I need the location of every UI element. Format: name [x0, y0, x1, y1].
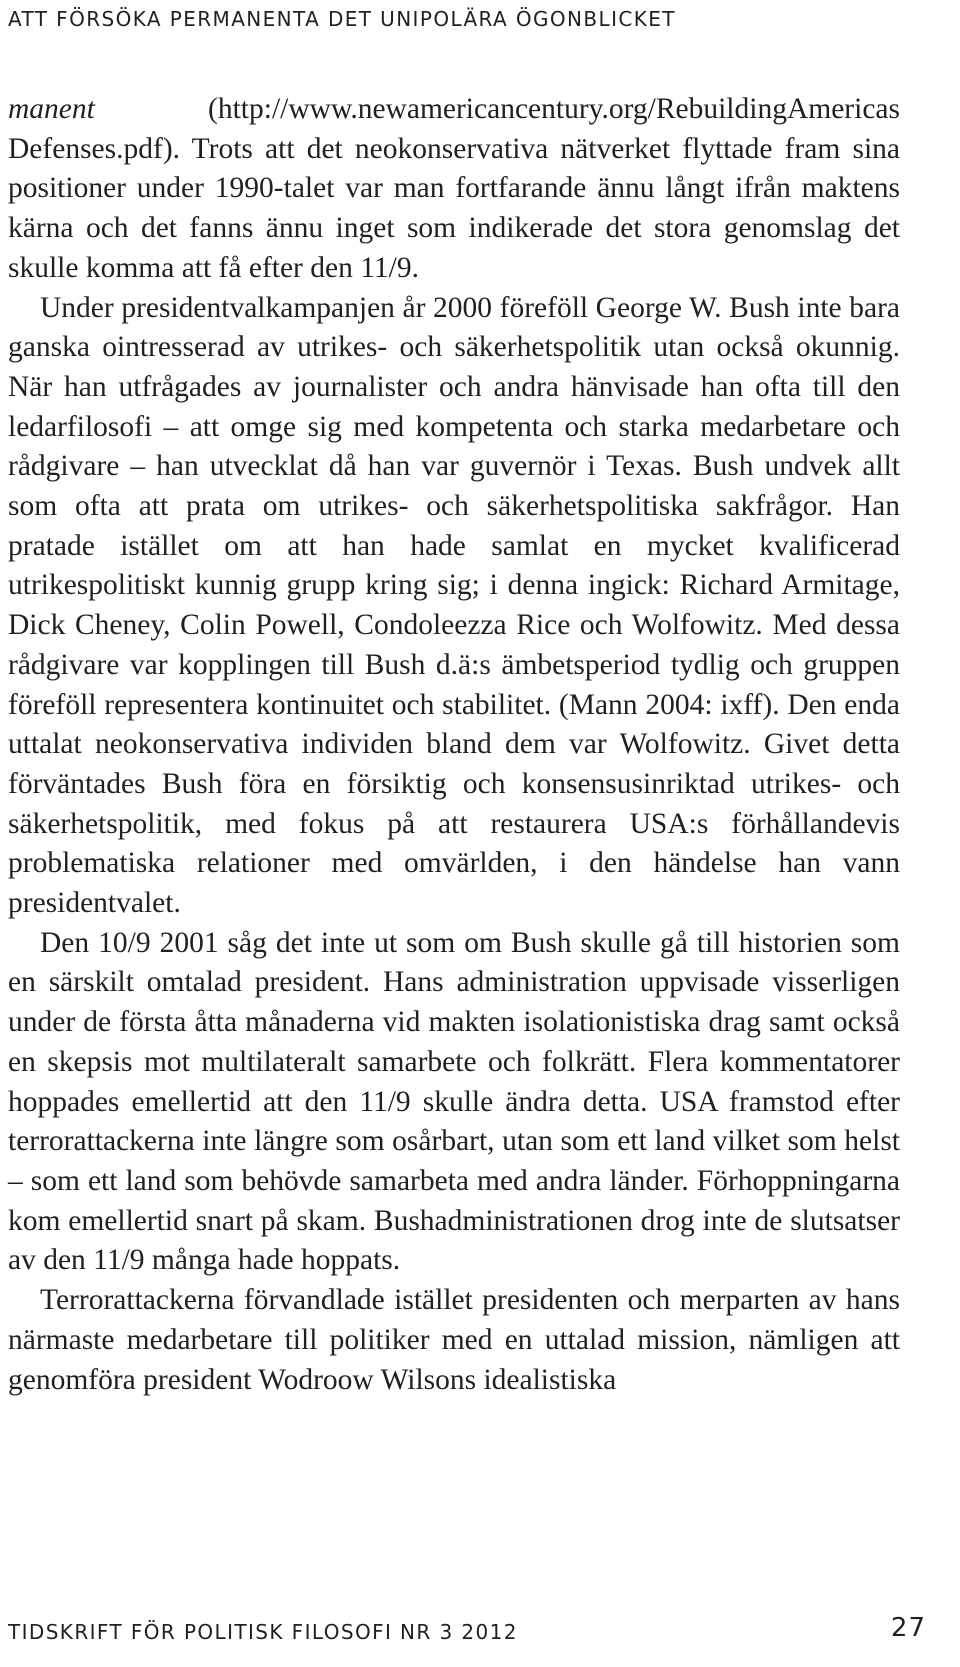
paragraph-10-9-2001: Den 10/9 2001 såg det inte ut som om Bush skulle gå till historien som en särskilt omtalad president. Hans administration uppvisade visserligen under de första åtta månaderna vid makten isolationistiska drag samt också en skepsis mot multilateralt samarbete och folkrätt. Flera kommentatorer hoppades emellertid att den 11/9 skulle ändra detta. USA framstod efter terrorattackerna inte längre som osårbart, utan som ett land vilket som helst – som ett land som behövde samarbeta med andra länder. Förhoppningarna kom emellertid snart på skam. Bushadministrationen drog inte de slutsatser av den 11/9 många hade hoppats.: [8, 926, 900, 1277]
body-text: [8, 90, 900, 1400]
paragraph-terrorattackerna: Terrorattackerna förvandlade istället presidenten och merparten av hans närmaste medarbetare till politiker med en uttalad mission, nämligen att genomföra president Wodroow Wilsons idealistiska: [8, 1284, 900, 1396]
footer: [8, 1612, 926, 1652]
running-head: ATT FÖRSÖKA PERMANENTA DET UNIPOLÄRA ÖGONBLICKET: [8, 7, 676, 31]
paragraph-continuation-text: (http://www.newamericancentury.org/RebuildingAmericas Defenses.pdf). Trots att det neokonservativa nätverket flyttade fram sina positioner under 1990-talet var man fortfarande ännu långt ifrån maktens kärna och det fanns ännu inget som indikerade det stora genomslag det skulle komma att få efter den 11/9.: [8, 93, 900, 284]
page-number: 27: [890, 1613, 926, 1643]
paragraph-continuation: [8, 90, 900, 289]
journal-title: TIDSKRIFT FÖR POLITISK FILOSOFI NR 3 2012: [8, 1620, 518, 1644]
paragraph-presidentvalkampanjen: Under presidentvalkampanjen år 2000 föreföll George W. Bush inte bara ganska ointresserad av utrikes- och säkerhetspolitik utan också okunnig. När han utfrågades av journalister och andra hänvisade han ofta till den ledarfilosofi – att omge sig med kompetenta och starka medarbetare och rådgivare – han utvecklat då han var guvernör i Texas. Bush undvek allt som ofta att prata om utrikes- och säkerhetspolitiska sakfrågor. Han pratade istället om att han hade samlat en mycket kvalificerad utrikespolitiskt kunnig grupp kring sig; i denna ingick: Richard Armitage, Dick Cheney, Colin Powell, Condoleezza Rice och Wolfowitz. Med dessa rådgivare var kopplingen till Bush d.ä:s ämbetsperiod tydlig och gruppen föreföll representera kontinuitet och stabilitet. (Mann 2004: ixff). Den enda uttalat neokonservativa individen bland dem var Wolfowitz. Givet detta förväntades Bush föra en försiktig och konsensusinriktad utrikes- och säkerhetspolitik, med fokus på att restaurera USA:s förhållandevis problematiska relationer med omvärlden, i den händelse han vann presidentvalet.: [8, 291, 900, 920]
italic-word: manent: [8, 93, 95, 125]
